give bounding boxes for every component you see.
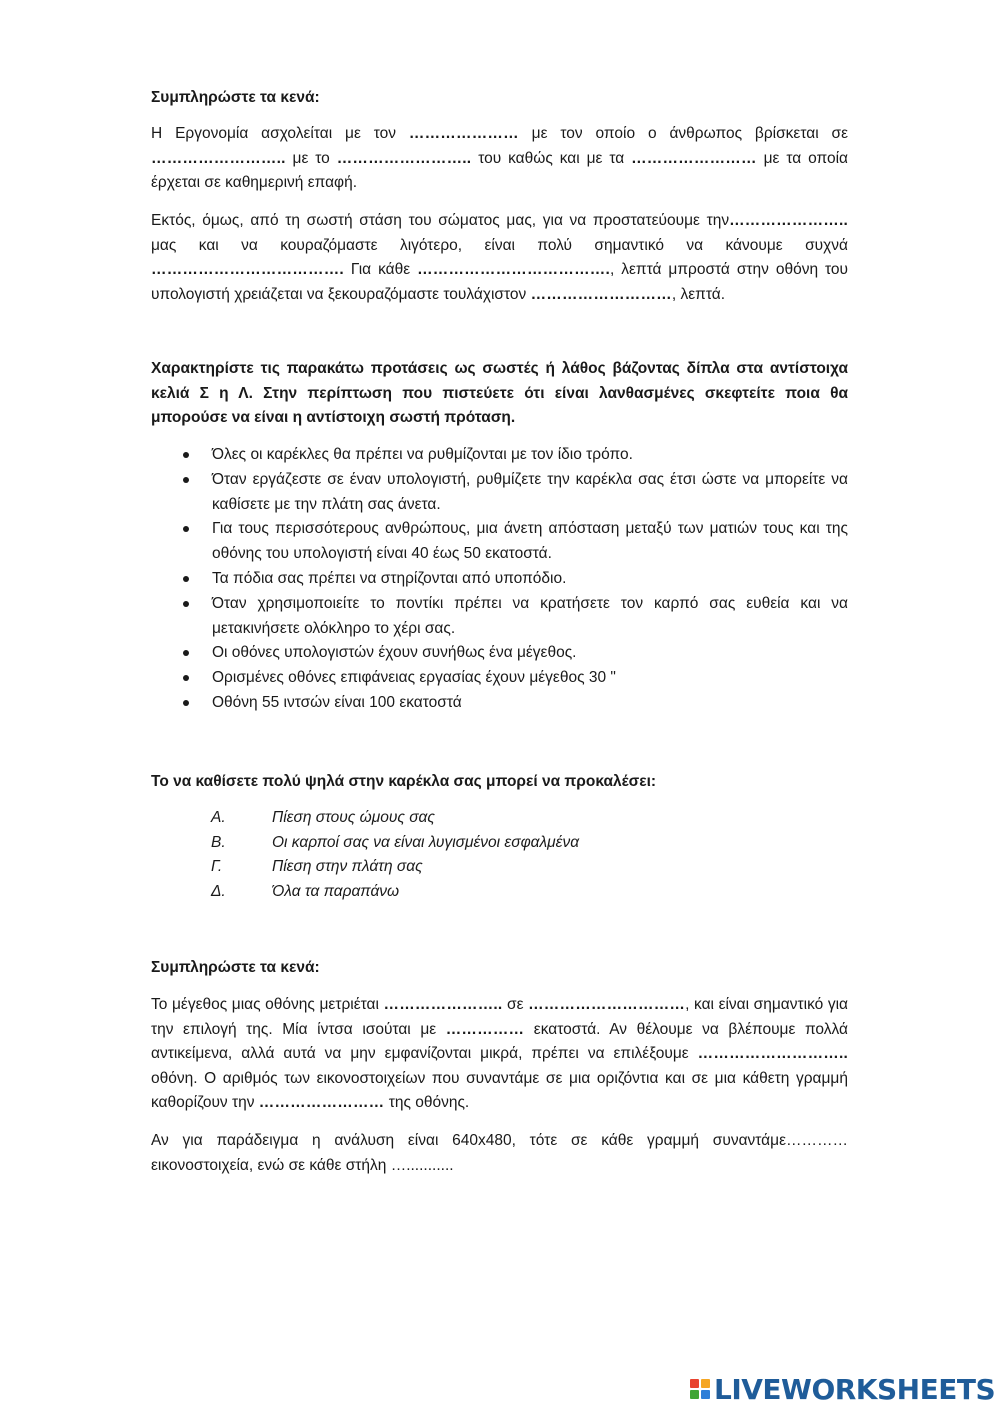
- answer-option: [151, 880, 848, 905]
- paragraph-text: Το μέγεθος μιας οθόνης μετριέται: [151, 996, 384, 1013]
- statement-item: [151, 567, 848, 592]
- answer-blank: ……………………………….: [151, 261, 344, 278]
- logo-grid-icon: [690, 1379, 710, 1399]
- paragraph-text: της οθόνης.: [384, 1094, 470, 1111]
- section4-heading: Συμπληρώστε τα κενά:: [151, 959, 320, 976]
- paragraph-text: εκατοστά. Αν θέλουμε να βλέπουμε πολλά αντικείμενα, αλλά αυτά να μην εμφανίζονται μικρά, πρέπει να επιλέξουμε: [151, 1020, 848, 1062]
- logo-square: [701, 1379, 710, 1388]
- statement-item: [151, 691, 848, 716]
- bullet-icon: [183, 650, 189, 656]
- logo-square: [690, 1390, 699, 1399]
- statement-item: [151, 641, 848, 666]
- paragraph-text: με το: [285, 149, 337, 167]
- section1-paragraph-1: [151, 122, 848, 196]
- statements-list: [151, 443, 848, 716]
- answer-blank: …………………: [408, 125, 519, 142]
- paragraph-text: Εκτός, όμως, από τη σωστή στάση του σώματος μας, για να προστατεύουμε την: [151, 212, 730, 229]
- answer-blank: ………………………: [530, 285, 672, 303]
- option-letter: Δ.: [211, 882, 226, 900]
- option-text: Πίεση στην πλάτη σας: [272, 858, 423, 876]
- statement-text: Οι οθόνες υπολογιστών έχουν συνήθως ένα μέγεθος.: [212, 644, 577, 662]
- statement-text: Όλες οι καρέκλες θα πρέπει να ρυθμίζονται με τον ίδιο τρόπο.: [212, 446, 633, 463]
- paragraph-text: , λεπτά μπροστά στην οθόνη του υπολογιστή χρειάζεται να ξεκουραζόμαστε τουλάχιστον: [151, 261, 849, 303]
- bullet-icon: [183, 601, 189, 607]
- statement-text: Όταν χρησιμοποιείτε το ποντίκι πρέπει να κρατήσετε τον καρπό σας ευθεία και να μετακινήσετε ολόκληρο το χέρι σας.: [212, 594, 848, 637]
- option-letter: Β.: [211, 833, 226, 851]
- answer-blank: ……………………………….: [417, 261, 610, 278]
- paragraph-text: Η Εργονομία ασχολείται με τον: [151, 125, 409, 142]
- statement-text: Ορισμένες οθόνες επιφάνειας εργασίας έχουν μέγεθος 30 ": [212, 669, 616, 687]
- paragraph-text: Για κάθε: [343, 261, 418, 278]
- liveworksheets-logo: [690, 1373, 995, 1405]
- section3-question: Το να καθίσετε πολύ ψηλά στην καρέκλα σας μπορεί να προκαλέσει:: [151, 773, 657, 790]
- answer-blank: ……………………: [258, 1094, 385, 1111]
- answer-blank: …………………..: [383, 996, 503, 1013]
- answer-blank: ………………………..: [697, 1045, 848, 1062]
- bullet-icon: [183, 700, 189, 706]
- statement-item: [151, 468, 848, 518]
- paragraph-text: με τα οποία έρχεται σε καθημερινή επαφή.: [151, 149, 848, 191]
- paragraph-text: με τον οποίο ο άνθρωπος βρίσκεται σε: [518, 125, 848, 142]
- paragraph-text: μας και να κουραζόμαστε λιγότερο, είναι πολύ σημαντικό να κάνουμε συχνά: [151, 236, 848, 254]
- paragraph-text: του καθώς και με τα: [471, 149, 632, 167]
- section1-heading: Συμπληρώστε τα κενά:: [151, 89, 320, 106]
- paragraph-text: , λεπτά.: [671, 285, 726, 303]
- section4-paragraph-2: Αν για παράδειγμα η ανάλυση είναι 640x480, τότε σε κάθε γραμμή συναντάμε………… εικονοστοιχεία, ενώ σε κάθε στήλη …...........: [151, 1132, 848, 1174]
- statement-text: Όταν εργάζεστε σε έναν υπολογιστή, ρυθμίζετε την καρέκλα σας έτσι ώστε να μπορείτε να καθίσετε με την πλάτη σας άνετα.: [212, 470, 848, 513]
- bullet-icon: [183, 526, 189, 532]
- answer-blank: …………………..: [729, 212, 848, 229]
- logo-square: [690, 1379, 699, 1388]
- bullet-icon: [183, 452, 189, 458]
- bullet-icon: [183, 477, 189, 483]
- answer-blank: …………………………: [528, 996, 686, 1013]
- statement-text: Για τους περισσότερους ανθρώπους, μια άνετη απόσταση μεταξύ των ματιών τους και της οθόνης του υπολογιστή είναι 40 έως 50 εκατοστά.: [212, 520, 848, 563]
- answer-blank: ……………………..: [336, 149, 472, 167]
- option-text: Πίεση στους ώμους σας: [272, 809, 435, 826]
- answer-blank: ……………………..: [151, 149, 286, 167]
- option-letter: Α.: [211, 809, 226, 826]
- option-text: Οι καρποί σας να είναι λυγισμένοι εσφαλμένα: [272, 833, 580, 851]
- statement-item: [151, 666, 848, 691]
- paragraph-text: , και είναι σημαντικό για την επιλογή της. Μία ίντσα ισούται με: [151, 996, 848, 1038]
- bullet-icon: [183, 675, 189, 681]
- logo-text: LIVEWORKSHEETS: [714, 1372, 996, 1406]
- answer-options: [151, 806, 848, 904]
- option-text: Όλα τα παραπάνω: [272, 882, 400, 900]
- statement-item: [151, 443, 848, 468]
- paragraph-text: σε: [502, 996, 529, 1013]
- statement-text: Τα πόδια σας πρέπει να στηρίζονται από υποπόδιο.: [212, 569, 567, 587]
- section1-paragraph-2: [151, 209, 848, 307]
- statement-item: [151, 517, 848, 567]
- paragraph-text: οθόνη. Ο αριθμός των εικονοστοιχείων που συναντάμε σε μια οριζόντια και σε μια κάθετη γραμμή καθορίζουν την: [151, 1069, 848, 1111]
- answer-blank: ……………: [445, 1020, 525, 1038]
- logo-square: [701, 1390, 710, 1399]
- bullet-icon: [183, 576, 189, 582]
- section2-instructions: Χαρακτηρίστε τις παρακάτω προτάσεις ως σωστές ή λάθος βάζοντας δίπλα στα αντίστοιχα κελιά Σ η Λ. Στην περίπτωση που πιστεύετε ότι είναι λανθασμένες σκεφτείτε ποια θα μπορούσε να είναι η αντίστοιχη σωστή πρόταση.: [151, 360, 848, 426]
- answer-option: [151, 831, 848, 856]
- option-letter: Γ.: [211, 858, 223, 876]
- answer-option: [151, 806, 848, 831]
- answer-option: [151, 855, 848, 880]
- statement-item: [151, 592, 848, 642]
- answer-blank: ……………………: [631, 149, 757, 167]
- section4-paragraph-1: [151, 993, 848, 1116]
- statement-text: Οθόνη 55 ιντσών είναι 100 εκατοστά: [212, 693, 462, 711]
